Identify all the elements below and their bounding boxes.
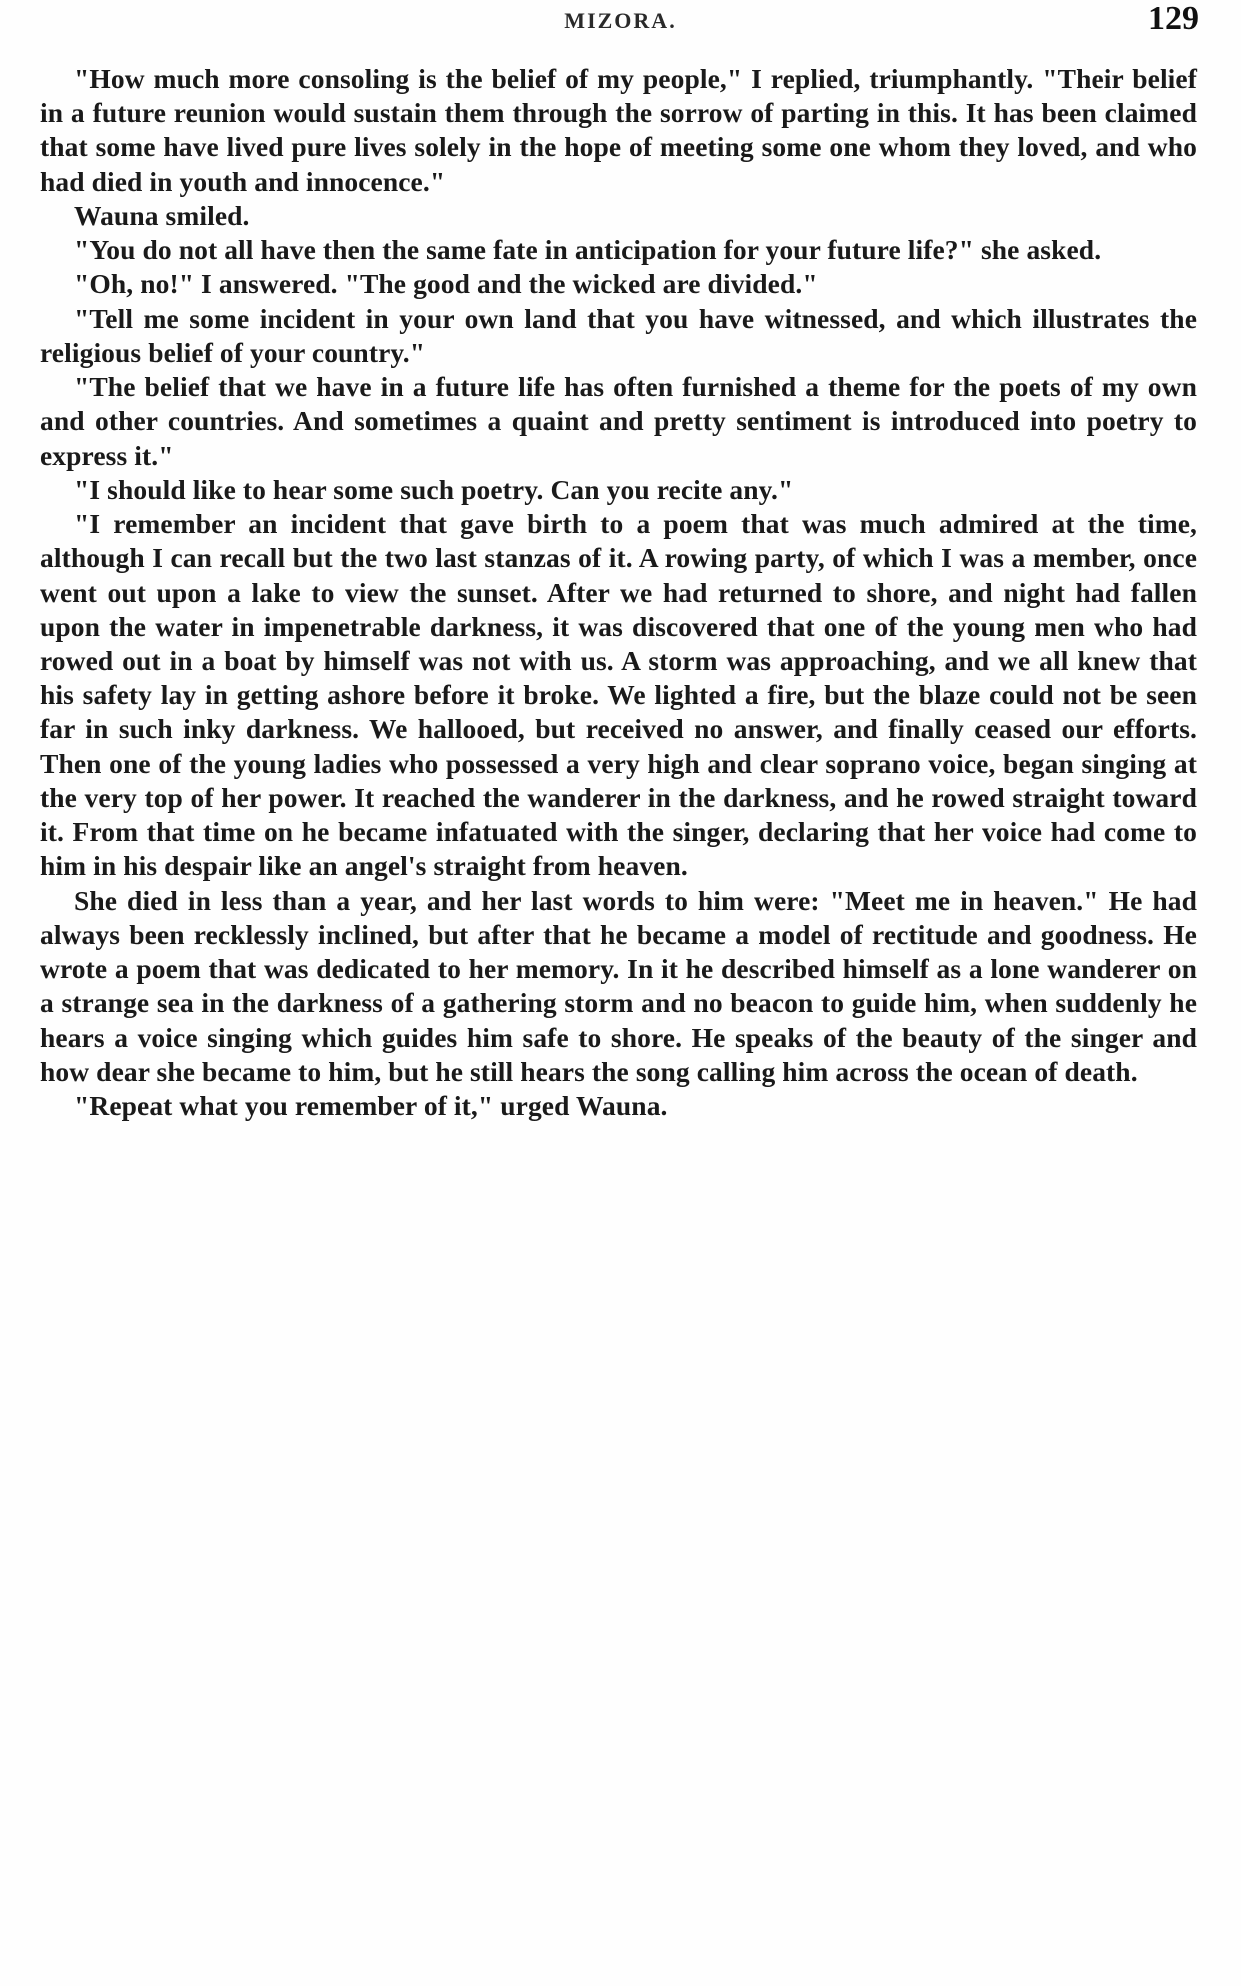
paragraph: "Repeat what you remember of it," urged Wauna. <box>74 1090 668 1122</box>
paragraph: "How much more consoling is the belief of my people," I replied, triumphantly. "Their belief in a future reunion would sustain them through the sorrow of parting in this. It has been claimed that some have lived pure lives solely in the hope of meeting some one whom they loved, and who had died in youth and innocence." <box>40 63 1197 197</box>
paragraph: "Tell me some incident in your own land that you have witnessed, and which illustrates the religious belief of your country." <box>40 302 1197 368</box>
paragraph: "The belief that we have in a future life has often furnished a theme for the poets of my own and other countries. And sometimes a quaint and pretty sentiment is introduced into poetry to express it." <box>40 371 1197 471</box>
page-body <box>40 62 1197 1123</box>
paragraph: "I should like to hear some such poetry. Can you recite any." <box>74 473 794 505</box>
paragraph: "Oh, no!" I answered. "The good and the wicked are divided." <box>74 268 818 300</box>
page-header <box>42 0 1199 62</box>
running-head: MIZORA. <box>564 8 677 33</box>
paragraph: "I remember an incident that gave birth to a poem that was much admired at the time, although I can recall but the two last stanzas of it. A rowing party, of which I was a member, once went out upon a lake to view the sunset. After we had returned to shore, and night had fallen upon the water in impenetrable darkness, it was discovered that one of the young men who had rowed out in a boat by himself was not with us. A storm was approaching, and we all knew that his safety lay in getting ashore before it broke. We lighted a fire, but the blaze could not be seen far in such inky darkness. We hallooed, but received no answer, and finally ceased our efforts. Then one of the young ladies who possessed a very high and clear soprano voice, began singing at the very top of her power. It reached the wanderer in the darkness, and he rowed straight toward it. From that time on he became infatuated with the singer, declaring that her voice had come to him in his despair like an angel's straight from heaven. <box>40 508 1197 882</box>
paragraph: Wauna smiled. <box>74 199 250 231</box>
page-number: 129 <box>1148 0 1199 37</box>
paragraph: "You do not all have then the same fate in anticipation for your future life?" she asked. <box>74 234 1102 266</box>
paragraph: She died in less than a year, and her last words to him were: "Meet me in heaven." He had always been recklessly inclined, but after that he became a model of rectitude and goodness. He wrote a poem that was dedicated to her memory. In it he described himself as a lone wanderer on a strange sea in the darkness of a gathering storm and no beacon to guide him, when suddenly he hears a voice singing which guides him safe to shore. He speaks of the beauty of the singer and how dear she became to him, but he still hears the song calling him across the ocean of death. <box>40 884 1197 1087</box>
